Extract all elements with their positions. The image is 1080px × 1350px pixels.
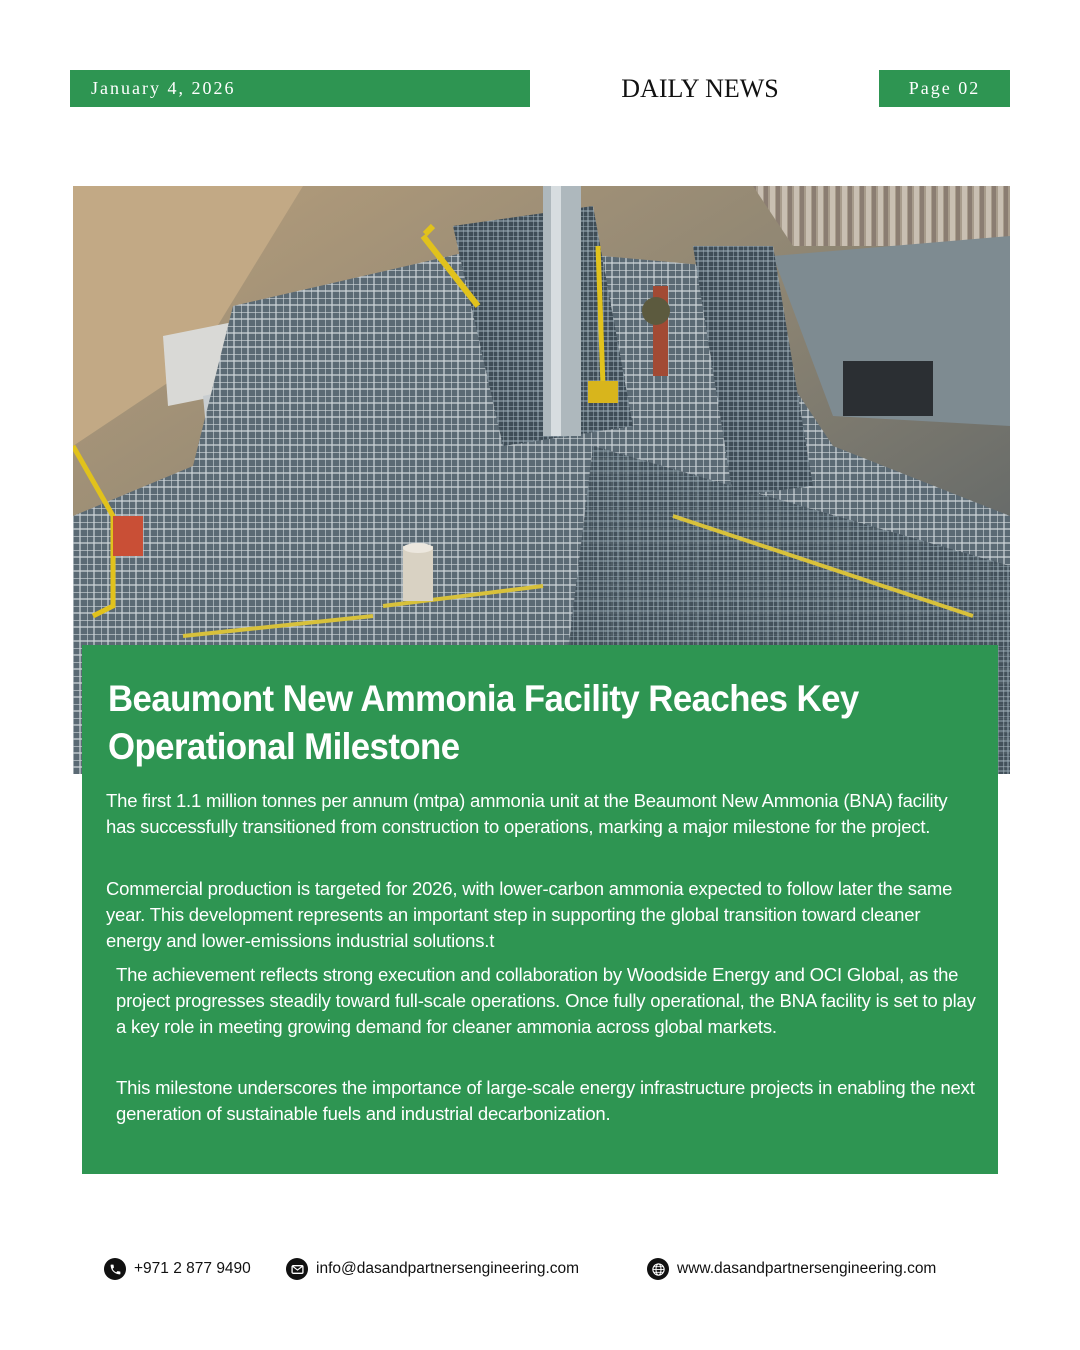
header-date: January 4, 2026 bbox=[70, 70, 530, 107]
email-icon bbox=[286, 1258, 308, 1280]
footer-website-text: www.dasandpartnersengineering.com bbox=[677, 1260, 937, 1277]
footer-email-text: info@dasandpartnersengineering.com bbox=[316, 1260, 580, 1277]
article-paragraph-4: This milestone underscores the importance of large-scale energy infrastructure projects in enabling the next generation of sustainable fuels and industrial decarbonization. bbox=[116, 1077, 975, 1124]
phone-icon bbox=[104, 1258, 126, 1280]
newspaper-title: DAILY NEWS bbox=[621, 74, 779, 103]
page-number: Page 02 bbox=[879, 70, 1010, 107]
footer-phone[interactable] bbox=[104, 1255, 251, 1283]
article-panel bbox=[82, 645, 998, 1174]
article-headline: Beaumont New Ammonia Facility Reaches Key Operational Milestone bbox=[108, 678, 859, 767]
article-paragraph-3: The achievement reflects strong execution and collaboration by Woodside Energy and OCI Global, as the project progresses steadily toward full-scale operations. Once fully operational, the BNA facility is set to play a key role in meeting growing demand for cleaner ammonia across global markets. bbox=[116, 964, 976, 1037]
footer-phone-text: +971 2 877 9490 bbox=[134, 1260, 251, 1277]
footer-website[interactable] bbox=[647, 1255, 936, 1283]
article-paragraph-1: The first 1.1 million tonnes per annum (mtpa) ammonia unit at the Beaumont New Ammonia (BNA) facility has successfully transitioned from construction to operations, marking a major milestone for the project. bbox=[106, 790, 948, 837]
footer-email[interactable] bbox=[286, 1255, 579, 1283]
globe-icon bbox=[647, 1258, 669, 1280]
article-paragraph-2: Commercial production is targeted for 2026, with lower-carbon ammonia expected to follow later the same year. This development represents an important step in supporting the global transition toward cleaner energy and lower-emissions industrial solutions.t bbox=[106, 878, 953, 951]
